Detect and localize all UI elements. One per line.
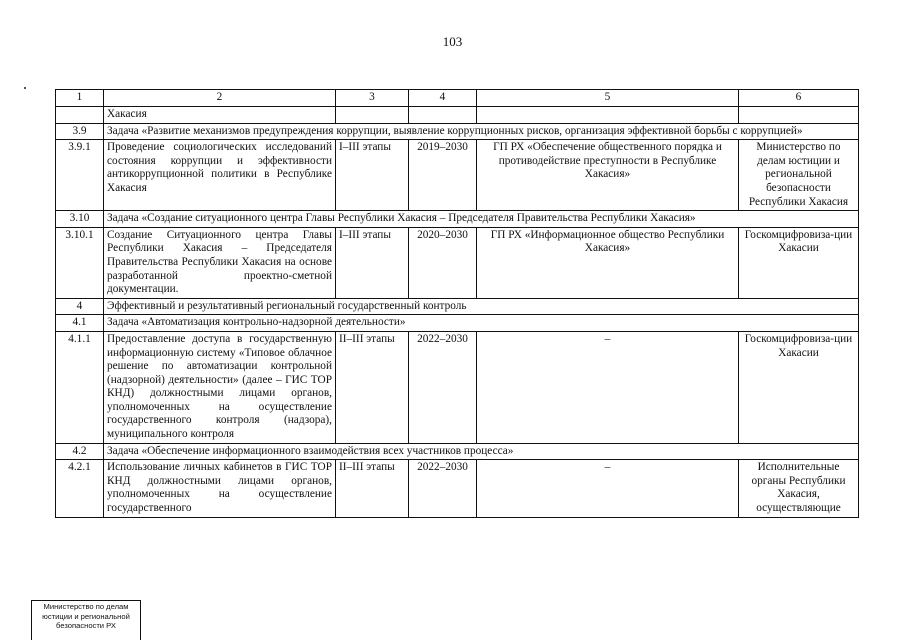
table-row bbox=[56, 331, 859, 443]
task-title: Задача «Автоматизация контрольно-надзорной деятельности» bbox=[104, 315, 859, 332]
task-title: Задача «Развитие механизмов предупреждения коррупции, выявление коррупционных рисков, организация эффективной борьбы с коррупцией» bbox=[104, 123, 859, 140]
executor: Министерство по делам юстиции и региональной безопасности Республики Хакасия bbox=[739, 140, 859, 211]
task-row bbox=[56, 443, 859, 460]
stages: I–III этапы bbox=[336, 140, 409, 211]
years: 2022–2030 bbox=[409, 331, 477, 443]
measure-text: Использование личных кабинетов в ГИС ТОР КНД должностными лицами органов, уполномоченных на осуществление государственного bbox=[104, 460, 336, 517]
task-row bbox=[56, 123, 859, 140]
state-program: – bbox=[477, 331, 739, 443]
column-header-1: 1 bbox=[56, 90, 104, 107]
stamp-line: Министерство по делам bbox=[43, 602, 129, 611]
measure-text: Проведение социологических исследований состояния коррупции и эффективности антикоррупционной политики в Республике Хакасия bbox=[104, 140, 336, 211]
page-number: 103 bbox=[442, 34, 463, 49]
task-row bbox=[56, 315, 859, 332]
measures-table bbox=[55, 89, 859, 518]
state-program: ГП РХ «Обеспечение общественного порядка и противодействие преступности в Республике Хакасия» bbox=[477, 140, 739, 211]
stamp-line: безопасности РХ bbox=[56, 621, 116, 630]
stamp-line: юстиции и региональной bbox=[42, 611, 130, 621]
column-header-6: 6 bbox=[739, 90, 859, 107]
table-row bbox=[56, 140, 859, 211]
task-title: Задача «Обеспечение информационного взаимодействия всех участников процесса» bbox=[104, 443, 859, 460]
executor: Исполнительные органы Республики Хакасия, осуществляющие bbox=[739, 460, 859, 517]
measure-text: Создание Ситуационного центра Главы Республики Хакасия – Председателя Правительства Республики Хакасия на основе разработанной проектно-сметной документации. bbox=[104, 227, 336, 298]
row-number: 4 bbox=[56, 298, 104, 315]
row-text: Хакасия bbox=[104, 107, 336, 124]
column-header-5: 5 bbox=[477, 90, 739, 107]
table-row bbox=[56, 460, 859, 517]
measure-text: Предоставление доступа в государственную информационную систему «Типовое облачное решение по автоматизации контрольной (надзорной) деятельности» (далее – ГИС ТОР КНД) должностными лицами органов, уполномоченных на осуществление государственного контроля (надзора), муниципального контроля bbox=[104, 331, 336, 443]
row-number: 3.9.1 bbox=[56, 140, 104, 211]
state-program: ГП РХ «Информационное общество Республики Хакасия» bbox=[477, 227, 739, 298]
state-program: – bbox=[477, 460, 739, 517]
row-number: 4.1 bbox=[56, 315, 104, 332]
section-row bbox=[56, 298, 859, 315]
executor: Госкомцифровиза-ции Хакасии bbox=[739, 331, 859, 443]
task-title: Задача «Создание ситуационного центра Главы Республики Хакасия – Председателя Правительства Республики Хакасия» bbox=[104, 211, 859, 228]
stages: II–III этапы bbox=[336, 331, 409, 443]
column-header-4: 4 bbox=[409, 90, 477, 107]
task-row bbox=[56, 211, 859, 228]
column-header-2: 2 bbox=[104, 90, 336, 107]
row-number: 4.2.1 bbox=[56, 460, 104, 517]
column-header-3: 3 bbox=[336, 90, 409, 107]
years: 2022–2030 bbox=[409, 460, 477, 517]
row-number: 3.10.1 bbox=[56, 227, 104, 298]
row-number bbox=[56, 107, 104, 124]
table-row bbox=[56, 227, 859, 298]
row-number: 4.1.1 bbox=[56, 331, 104, 443]
row-number: 3.9 bbox=[56, 123, 104, 140]
ministry-stamp bbox=[31, 600, 141, 640]
table-row bbox=[56, 107, 859, 124]
years: 2020–2030 bbox=[409, 227, 477, 298]
years: 2019–2030 bbox=[409, 140, 477, 211]
scan-speck bbox=[24, 87, 26, 89]
stages: II–III этапы bbox=[336, 460, 409, 517]
row-number: 4.2 bbox=[56, 443, 104, 460]
section-title: Эффективный и результативный региональный государственный контроль bbox=[104, 298, 859, 315]
stages: I–III этапы bbox=[336, 227, 409, 298]
table-header-row bbox=[56, 90, 859, 107]
executor: Госкомцифровиза-ции Хакасии bbox=[739, 227, 859, 298]
row-number: 3.10 bbox=[56, 211, 104, 228]
